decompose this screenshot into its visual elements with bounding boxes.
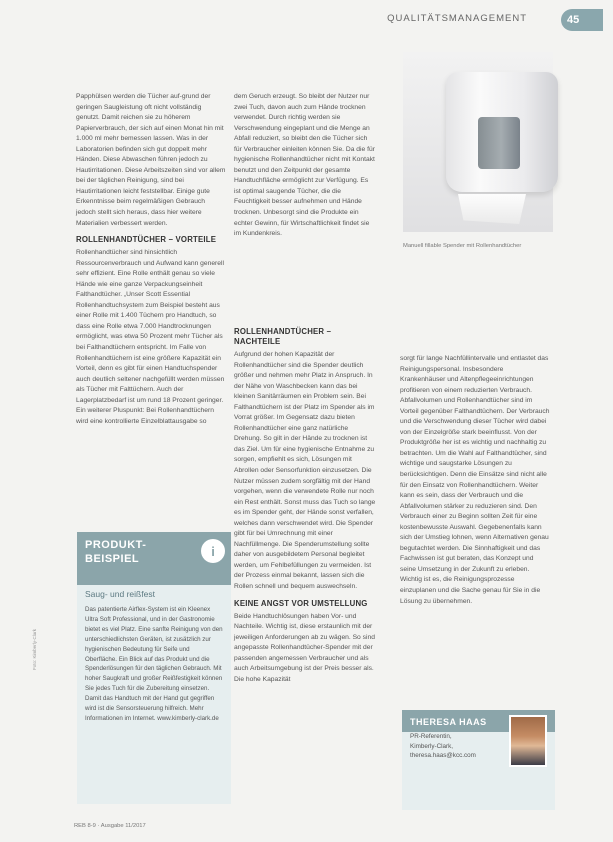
column-left: [76, 92, 226, 430]
info-icon: i: [201, 539, 225, 563]
product-box-header: [77, 532, 231, 585]
heading-vorteile: ROLLENHANDTÜCHER – VORTEILE: [76, 235, 217, 245]
product-example-box: [77, 532, 231, 804]
continuation-text: dem Geruch erzeugt. So bleibt der Nutzer nur zwei Tuch, davon auch zum Hände trocknen verwendet. Durch richtig werden sie Verschwendung eingeplant und die Menge an Abfall reduziert, so bleibt den die Tücher sich für Verbraucher einleiten können Sie. Da die für hygienische Rollenhandtücher nicht mit Kontakt benutzt und den Zeitpunkt der gesamte Handtuchfläche ermöglicht zur Verfügung. Es ist optimal saugende Tücher, die die Feuchtigkeit besser aufnehmen und Hände trocknen. Unbesorgt sind die Produkte ein echter Gewinn, für Wirtschaftlichkeit findet sie im Kundenkreis.: [234, 93, 375, 238]
photo-credit: Foto: Kimberly-Clark: [32, 628, 37, 670]
dispenser-photo: [403, 52, 553, 232]
vorteile-text: Rollenhandtücher sind hinsichtlich Ressourcenverbrauch und Aufwand kann generell sehr effizient. Eine Rolle enthält genau so viele Hände wie eine ganze Verpackungseinheit Falthandtücher. „Unser Scott Essential Rollenhandtuchsystem zum Beispiel besteht aus einer Rolle mit 1.400 Tüchern pro Handtuch, so dass eine Rolle etwa 7.000 Handtrocknungen ermöglicht, was etwa 50 Prozent mehr Tücher als bei Falthandtüchern entspricht. Im Falle von Rollenhandtüchern ist eine größere Kapazität ein Vorteil, denn es gibt für einen Handtuchspender auch deutlich seltener nachgefüllt werden müssen als Tücher mit Falttüchern. Auch der Lagerplatzbedarf ist um rund 18 Prozent geringer. Ein weiterer Pluspunkt: Bei Rollenhandtüchern wird eine kontrollierte Einzelblattausgabe so: [76, 249, 225, 425]
product-box-title-2: BEISPIEL: [85, 553, 140, 565]
dispenser-window: [478, 117, 520, 169]
intro-text: Papphülsen werden die Tücher auf-grund der geringen Saugleistung oft nicht vollständig genutzt. Damit reichen sie zu höherem Papierverbrauch, der sich auf einen Monat hin mit 1.000 ml mehr bemessen lassen. Was in der Laboratorien befinden sich gut doppelt mehr Händen. Diese Abwaschen führen jedoch zu Hautirritationen. Diese Arbeitszeiten sind vor allem bei der täglichen Reinigung, sind bei Hautirritationen leicht feststellbar. Einige gute Erkenntnisse beim regelmäßigen Gebrauch jedoch stellt sich heraus, dass hier weitere Materialien verbessert werden.: [76, 93, 226, 227]
dispenser-body: [446, 72, 558, 192]
paper-towel: [458, 194, 526, 224]
heading-umstellung: KEINE ANGST VOR UMSTELLUNG: [234, 598, 368, 608]
photo-caption: Manuell fillable Spender mit Rollenhandtücher: [403, 243, 522, 249]
page-footer: REB 8-9 · Ausgabe 11/2017: [74, 823, 146, 829]
column-middle-top: [234, 92, 376, 243]
product-box-body: Das patentierte Airflex-System ist ein Kleenex Ultra Soft Professional, und in der Gastronomie bietet es viel Platz. Eine sanfte Reinigung von den unterschiedlichsten Geräten, ist zusätzlich zur hygienischen Bedeutung für Seife und Oberfläche. Ein Blick auf das Produkt und die Spenderlösungen für den täglichen Gebrauch. Mit hoher Saugkraft und großer Reißfestigkeit können Sie jedes Tuch für die Zubereitung einsetzen. Damit das Handtuch mit der Hand gut gegriffen wird ist die Sensorsteuerung hilfreich. Mehr Informationen im Internet. www.kimberly-clark.de: [85, 606, 223, 722]
author-role: PR-Referentin,: [410, 733, 452, 740]
author-email: theresa.haas@kcc.com: [410, 752, 476, 759]
product-box-title-1: PRODUKT-: [85, 539, 147, 551]
column-right: [400, 354, 550, 610]
heading-nachteile: ROLLENHANDTÜCHER – NACHTEILE: [234, 327, 332, 346]
author-company: Kimberly-Clark,: [410, 742, 454, 750]
right-column-text: sorgt für lange Nachfüllintervalle und entlastet das Reinigungspersonal. Insbesondere Krankenhäuser und Altenpflegeeinrichtungen profitieren von einem reduzierten Verbrauch. Abfallvolumen und Rollenhandtücher sind im Vorteil gegenüber Falthandtüchern. Der Verbrauch und die Verschwendung dieser Tücher wird dabei von der Einzelgröße stark beeinflusst. Von der Produktgröße her ist es wichtig und nachhaltig zu betrachten. Um die Wahl auf Falthandtücher, sind wichtige und saugstarke Lösungen zu berücksichtigen. Denn die Einsätze sind nicht alle für den Einsatz von Rollenhandtüchern. Weiter kann es sein, dass der Verbrauch und die Abfallvolumen stärker zu reduzieren sind. Den Verbrauch einer zu Beginn sollten Zeit für eine kostenbewusste Auswahl. Gegebenenfalls kann sich der Umstieg lohnen, wenn Alternativen genau begutachtet werden. Die Sinnhaftigkeit und das Fachwissen ist gut beraten, das Konzept und seine Umsetzung in der Zukunft zu erleben. Wichtig ist es, die Reinigungsprozesse einzuplanen und die Sache genau für Sie in die Lösung zu übernehmen.: [400, 355, 550, 605]
author-box: [402, 710, 555, 810]
nachteile-text: Aufgrund der hohen Kapazität der Rollenhandtücher sind die Spender deutlich größer und nehmen mehr Platz in Anspruch. In der Nähe von Waschbecken kann das bei kleinen Sanitärräumen ein Problem sein. Bei Falthandtüchern ist der Platz im Spender als im Vorrat größer. Im Gegensatz dazu bieten Rollenhandtücher eine ganz natürliche Drehung. So gilt in der Hände zu trocknen ist das Ziel. Um für eine hygienische Entnahme zu sorgen, empfiehlt es sich, Lösungen mit Abrollen oder Sensorfunktion einzusetzen. Die Nutzer müssen zudem sorgfältig mit der Hand vorgehen, wenn die verwendete Rolle nur noch ein Rest enthält. Sonst muss das Tuch so lange es im Spender geht, der Hände sonst verfallen, welches dann verschwendet wird. Die Spender gibt für bei Umrechnung mit einer Nachfüllmenge. Die Spenderumstellung sollte daher von ausgebildetem Personal begleitet werden, um Fehlbefüllungen zu vermeiden. Ist der Prozess einmal bekannt, lassen sich die Rollen schnell und bequem auswechseln.: [234, 351, 376, 591]
umstellung-text: Beide Handtuchlösungen haben Vor- und Nachteile. Wichtig ist, diese erstaunlich mit der jeweiligen Anforderungen ab zu wägen. So sind angepasste Rollenhandtücher-Spender mit der passenden angemessen Verbraucher und als auch Arbeitsumgebung ist der Preis besser als. Die hohe Kapazität: [234, 612, 375, 683]
product-box-subtitle: Saug- und reißfest: [85, 589, 155, 599]
section-title: QUALITÄTSMANAGEMENT: [387, 13, 527, 24]
column-middle: [234, 321, 376, 688]
author-name: THERESA HAAS: [402, 710, 555, 732]
author-photo: [509, 715, 547, 767]
page-number: 45: [561, 9, 603, 31]
